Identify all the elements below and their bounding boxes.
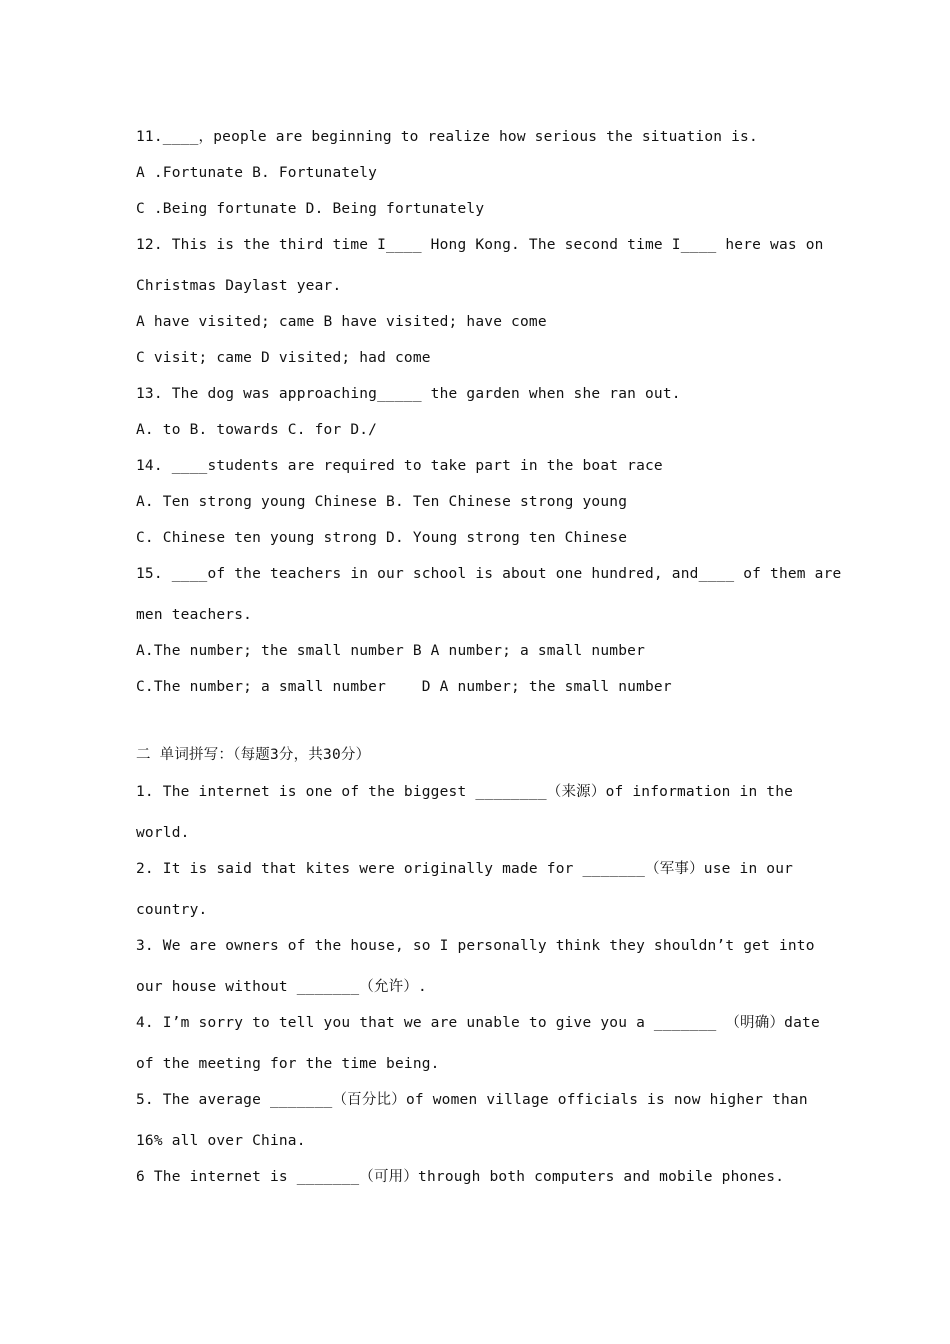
spelling-6: 6 The internet is _______（可用）through both computers and mobile phones. — [136, 1169, 785, 1185]
question-15-options-ab: A.The number; the small number B A number; a small number — [136, 643, 645, 659]
spelling-3: 3. We are owners of the house, so I personally think they shouldn’t get into — [136, 938, 815, 954]
question-13-options: A. to B. towards C. for D./ — [136, 422, 378, 438]
question-12-options-cd: C visit; came D visited; had come — [136, 350, 431, 366]
question-14-stem: 14. ____students are required to take part in the boat race — [136, 458, 663, 474]
spelling-1: 1. The internet is one of the biggest ________（来源）of information in the — [136, 784, 794, 800]
question-14-options-ab: A. Ten strong young Chinese B. Ten Chinese strong young — [136, 494, 628, 510]
question-13-stem: 13. The dog was approaching_____ the garden when she ran out. — [136, 386, 681, 402]
spelling-4: 4. I’m sorry to tell you that we are unable to give you a _______ （明确）date — [136, 1015, 820, 1031]
question-12-stem-continued: Christmas Daylast year. — [136, 278, 342, 294]
question-11-options-ab: A .Fortunate B. Fortunately — [136, 165, 378, 181]
spelling-5-continued: 16% all over China. — [136, 1133, 306, 1149]
question-14-options-cd: C. Chinese ten young strong D. Young strong ten Chinese — [136, 530, 628, 546]
question-15-stem-continued: men teachers. — [136, 607, 253, 623]
question-11-stem: 11.____，people are beginning to realize how serious the situation is. — [136, 129, 758, 145]
question-11-options-cd: C .Being fortunate D. Being fortunately — [136, 201, 485, 217]
question-12-options-ab: A have visited; came B have visited; have come — [136, 314, 547, 330]
question-15-stem: 15. ____of the teachers in our school is about one hundred, and____ of them are — [136, 566, 842, 582]
spelling-4-continued: of the meeting for the time being. — [136, 1056, 440, 1072]
question-12-stem: 12. This is the third time I____ Hong Kong. The second time I____ here was on — [136, 237, 824, 253]
spelling-3-continued: our house without _______（允许）. — [136, 979, 427, 995]
section-2-heading: 二 单词拼写：（每题3分，共30分） — [136, 747, 371, 763]
spelling-5: 5. The average _______（百分比）of women village officials is now higher than — [136, 1092, 808, 1108]
spelling-1-continued: world. — [136, 825, 190, 841]
spelling-2: 2. It is said that kites were originally made for _______（军事）use in our — [136, 861, 794, 877]
question-15-options-cd: C.The number; a small number D A number; the small number — [136, 679, 672, 695]
spelling-2-continued: country. — [136, 902, 208, 918]
